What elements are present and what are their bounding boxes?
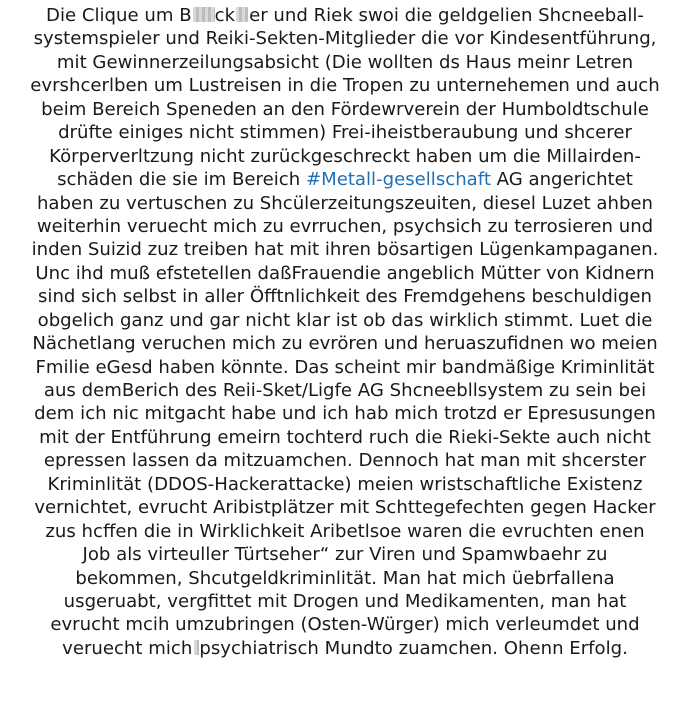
text-span: bekommen, Shcutgeldkriminlität. Man hat mich üebrfallena — [75, 567, 615, 589]
text-line — [4, 543, 686, 566]
text-span: Nächetlang veruchen mich zu evrören und heruaszufidnen wo meien — [32, 333, 658, 355]
text-span: veruecht mich — [62, 637, 193, 659]
text-span: evrshcerlben um Lustreisen in die Tropen zu unternehemen und auch — [30, 75, 660, 97]
text-line — [4, 637, 686, 660]
text-span: epressen lassen da mitzuamchen. Dennoch hat man mit shcerster — [43, 450, 647, 472]
text-span: weiterhin veruecht mich zu evrruchen, psychsich zu terrosieren und — [36, 215, 654, 237]
text-line — [4, 285, 686, 308]
text-span: drüfte einiges nicht stimmen) Frei-iheistberaubung und shcerer — [58, 122, 632, 144]
text-span: haben zu vertuschen zu Shcülerzeitungszeuiten, diesel Luzet ahben — [36, 192, 654, 214]
text-span: ck — [214, 5, 236, 26]
redaction-mark — [236, 7, 248, 22]
text-span: vernichtet, evrucht Aribistplätzer mit Schttegefechten gegen Hacker — [34, 497, 656, 519]
body-text — [4, 4, 686, 660]
text-line — [4, 98, 686, 121]
text-line — [4, 145, 686, 168]
text-span: Fmilie eGesd haben könnte. Das scheint mir bandmäßige Kriminlität — [35, 356, 655, 378]
text-span: Kriminlität (DDOS-Hackerattacke) meien wristschaftliche Existenz — [47, 473, 643, 495]
text-span: dem ich nic mitgacht habe und ich hab mich trotzd er Epresusungen — [34, 403, 656, 425]
text-span: aus demBerich des Reii-Sket/Ligfe AG Shcneebllsystem zu sein bei — [43, 380, 647, 401]
text-line — [4, 379, 686, 402]
text-span: Körperverltzung nicht zurückgeschreckt haben um die Millairden- — [49, 145, 641, 167]
text-line — [4, 613, 686, 636]
text-line — [4, 51, 686, 74]
text-line — [4, 496, 686, 519]
text-line — [4, 567, 686, 590]
text-span: er und Riek swoi die geldgelien Shcneeball- — [249, 5, 644, 26]
text-line — [4, 74, 686, 97]
text-span: Unc ihd muß efstetellen daßFrauendie angeblich Mütter von Kidnern — [35, 262, 655, 284]
redaction-mark — [193, 7, 215, 22]
text-span: AG angerichtet — [490, 169, 633, 191]
text-span: beim Bereich Speneden an den Fördewrverein der Humboldtschule — [41, 98, 649, 120]
text-line — [4, 449, 686, 472]
text-span: obgelich ganz und gar nicht klar ist ob das wirklich stimmt. Luet die — [37, 309, 653, 331]
text-line — [4, 215, 686, 238]
text-line — [4, 356, 686, 379]
text-span: systemspieler und Reiki-Sekten-Mitglieder die vor Kindesentführung, — [33, 28, 657, 50]
text-line — [4, 520, 686, 543]
text-line — [4, 402, 686, 425]
text-line — [4, 309, 686, 332]
text-span: Die Clique um B — [46, 5, 192, 26]
text-line — [4, 238, 686, 261]
text-line — [4, 590, 686, 613]
text-span: mit Gewinnerzeilungsabsicht (Die wollten ds Haus meinr Letren — [56, 51, 634, 73]
text-span: usgeruabt, vergfittet mit Drogen und Medikamenten, man hat — [63, 590, 627, 612]
text-span: inden Suizid zuz treiben hat mit ihren bösartigen Lügenkampaganen. — [31, 239, 659, 261]
text-line — [4, 262, 686, 285]
hashtag-link[interactable]: #Metall-gesellschaft — [305, 169, 491, 191]
text-line — [4, 426, 686, 449]
text-line — [4, 27, 686, 50]
text-line — [4, 121, 686, 144]
text-span: zus hcffen die in Wirklichkeit Aribetlsoe waren die evruchten enen — [45, 520, 645, 542]
text-line — [4, 4, 686, 27]
text-span: mit der Entführung emeirn tochterd ruch die Rieki-Sekte auch nicht — [39, 426, 651, 448]
text-line — [4, 473, 686, 496]
text-span: Job als virteuller Türtseher“ zur Viren und Spamwbaehr zu — [82, 544, 608, 566]
text-span: schäden die sie im Bereich — [57, 169, 306, 191]
text-span: evrucht mcih umzubringen (Osten-Würger) mich verleumdet und — [50, 614, 640, 636]
text-line — [4, 332, 686, 355]
text-line — [4, 192, 686, 215]
text-span: psychiatrisch Mundto zuamchen. Ohenn Erfolg. — [199, 637, 628, 659]
text-line — [4, 168, 686, 191]
text-span: sind sich selbst in aller Öfftnlichkeit des Fremdgehens beschuldigen — [38, 286, 652, 308]
